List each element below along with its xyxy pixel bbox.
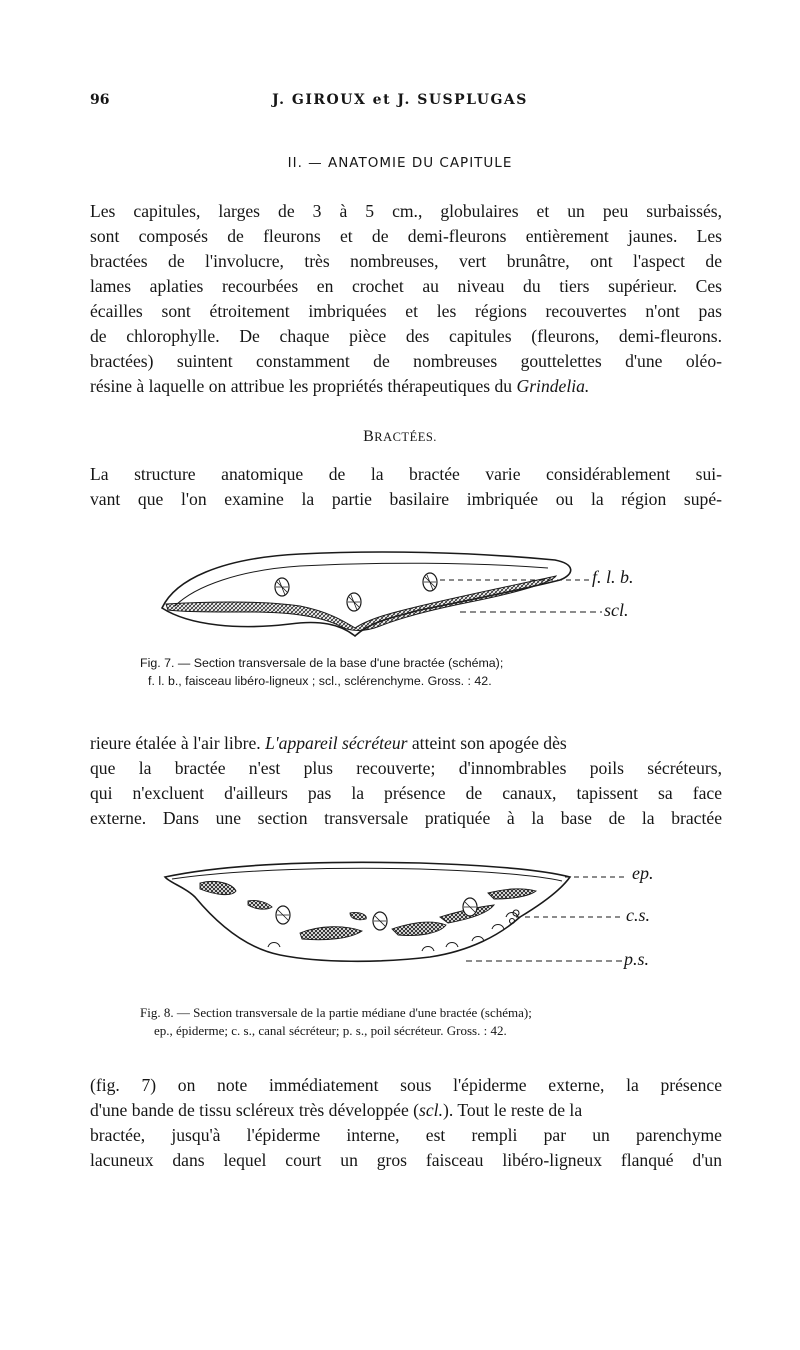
text-line: bractée, jusqu'à l'épiderme interne, est rempli par un parenchyme <box>90 1125 722 1145</box>
text-fragment <box>90 731 567 756</box>
paragraph-capitules <box>90 199 722 399</box>
text-fragment <box>90 1098 582 1123</box>
vascular-bundle <box>423 573 437 591</box>
text-line <box>90 374 722 399</box>
text-line: vant que l'on examine la partie basilaire imbriquée ou la région supé- <box>90 489 722 509</box>
vascular-bundle <box>276 906 290 924</box>
caption-line: Fig. 7. — Section transversale de la base d'une bractée (schéma); <box>140 656 504 670</box>
bract-outline <box>165 862 570 961</box>
text-line: lacuneux dans lequel court un gros faisceau libéro-ligneux flanqué d'un <box>90 1150 722 1170</box>
vascular-bundle <box>275 578 289 596</box>
caption-line: Fig. 8. — Section transversale de la partie médiane d'une bractée (schéma); <box>140 1005 532 1020</box>
text-line <box>90 731 722 756</box>
text-fragment: ). Tout le reste de la <box>442 1100 583 1120</box>
paragraph-structure <box>90 462 722 512</box>
sclerenchyme-bands <box>200 881 536 939</box>
bract-inner-line <box>175 563 548 606</box>
caption-line: f. l. b., faisceau libéro-ligneux ; scl., sclérenchyme. Gross. : 42. <box>148 674 492 688</box>
paragraph-fig7-description <box>90 1073 722 1173</box>
running-title: J. GIROUX et J. SUSPLUGAS <box>272 92 528 108</box>
label-flb: f. l. b. <box>592 567 634 587</box>
label-cs: c.s. <box>626 905 650 925</box>
text-line: bractées) suintent constamment de nombreuses gouttelettes d'une oléo- <box>90 351 722 371</box>
page-number: 96 <box>90 92 110 108</box>
figure-7 <box>0 540 800 640</box>
text-fragment: d'une bande de tissu scléreux très développée ( <box>90 1100 420 1120</box>
figure-8 <box>0 855 800 980</box>
italic-abbrev: scl. <box>419 1100 443 1120</box>
text-line: de chlorophylle. De chaque pièce des capitules (fleurons, demi-fleurons. <box>90 326 722 346</box>
italic-term: L'appareil sécréteur <box>265 733 408 753</box>
text-fragment: résine à laquelle on attribue les propriétés thérapeutiques du <box>90 376 517 396</box>
text-line: écailles sont étroitement imbriquées et les régions recouvertes n'ont pas <box>90 301 722 321</box>
caption-line: ep., épiderme; c. s., canal sécréteur; p. s., poil sécréteur. Gross. : 42. <box>154 1023 507 1038</box>
text-line: sont composés de fleurons et de demi-fleurons entièrement jaunes. Les <box>90 226 722 246</box>
text-line: externe. Dans une section transversale pratiquée à la base de la bractée <box>90 808 722 828</box>
text-line: (fig. 7) on note immédiatement sous l'épiderme externe, la présence <box>90 1075 722 1095</box>
text-line: La structure anatomique de la bractée varie considérablement sui- <box>90 464 722 484</box>
label-scl: scl. <box>604 600 629 620</box>
vascular-bundle <box>463 898 477 916</box>
figure-8-caption <box>140 1004 660 1040</box>
figure-7-drawing <box>0 540 800 640</box>
section-title: II. — ANATOMIE DU CAPITULE <box>287 155 513 171</box>
running-head <box>0 92 800 114</box>
label-ps: p.s. <box>624 949 650 969</box>
text-fragment: atteint son apogée dès <box>407 733 567 753</box>
vascular-bundle <box>373 912 387 930</box>
label-ep: ep. <box>632 863 654 883</box>
text-line: bractées de l'involucre, très nombreuses, vert brunâtre, ont l'aspect de <box>90 251 722 271</box>
vascular-bundle <box>347 593 361 611</box>
genus-name: Grindelia. <box>516 376 590 396</box>
text-line <box>90 1098 722 1123</box>
epidermis-line <box>172 868 562 881</box>
text-line: Les capitules, larges de 3 à 5 cm., globulaires et un peu surbaissés, <box>90 201 722 221</box>
subheading-rest: RACTÉES. <box>374 430 437 444</box>
paragraph-appareil-secreteur <box>90 731 722 831</box>
text-line: qui n'excluent d'ailleurs pas la présence de canaux, tapissent sa face <box>90 783 722 803</box>
subheading-initial: B <box>363 428 375 445</box>
text-line: que la bractée n'est plus recouverte; d'innombrables poils sécréteurs, <box>90 758 722 778</box>
figure-8-drawing <box>0 855 800 980</box>
subheading-bractees <box>0 428 800 446</box>
text-line: lames aplaties recourbées en crochet au niveau du tiers supérieur. Ces <box>90 276 722 296</box>
text-fragment: rieure étalée à l'air libre. <box>90 733 266 753</box>
figure-7-caption <box>140 654 660 690</box>
